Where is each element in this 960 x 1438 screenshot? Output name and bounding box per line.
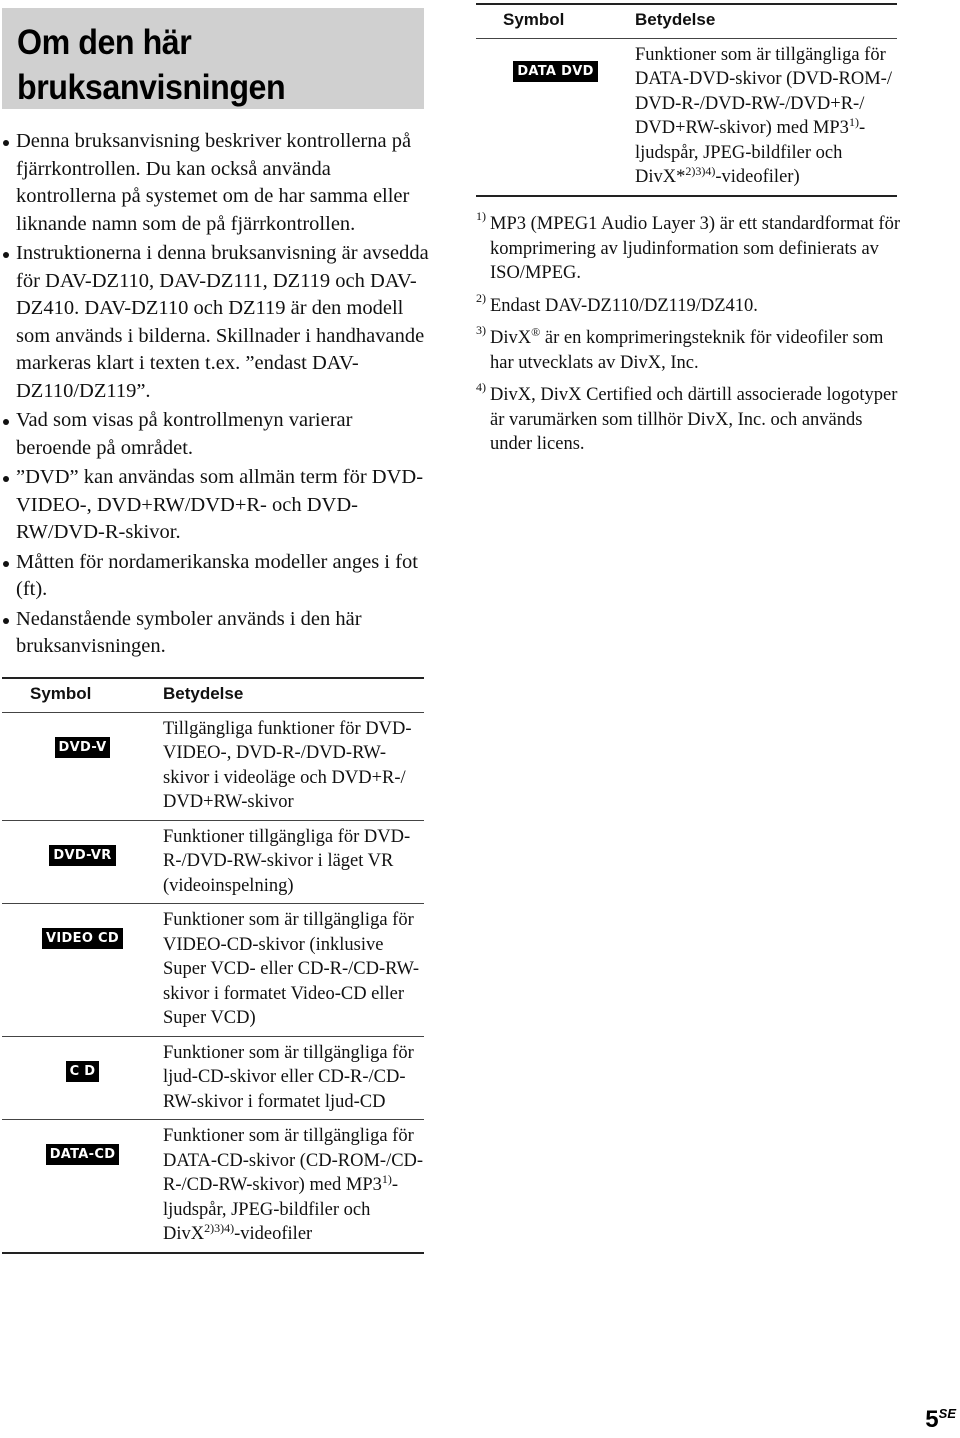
symbol-table-continued — [476, 3, 897, 197]
bullet-item: Vad som visas på kontrollmenyn varierar beroende på området. — [2, 407, 432, 462]
footnote-text: DivX — [490, 328, 532, 348]
bullet-list — [2, 128, 432, 663]
table-row — [2, 1036, 424, 1120]
meaning-cell — [163, 1120, 424, 1253]
footnote-text: Endast DAV-DZ110/DZ119/DZ410. — [490, 295, 758, 316]
registered-mark: ® — [531, 324, 541, 339]
symbol-cell — [2, 1120, 163, 1253]
table-header-row — [2, 678, 424, 712]
meaning-text: Funktioner som är tillgängliga för DATA-DVD-skivor (DVD-ROM-/ DVD-R-/DVD-RW-/DVD+R-/ DVD+RW-skivor) med MP3 — [635, 44, 892, 138]
page-suffix: SE — [938, 1406, 956, 1421]
header-meaning: Betydelse — [635, 4, 897, 38]
table-row — [2, 1120, 424, 1253]
footnote-ref: 1) — [848, 114, 859, 129]
bullet-item: Denna bruksanvisning beskriver kontrollerna på fjärrkontrollen. Du kan också använda kontrollerna på systemet om de har samma eller liknande namn som de på fjärrkontrollen. — [2, 128, 432, 238]
meaning-text: Funktioner som är tillgängliga för DATA-CD-skivor (CD-ROM-/CD-R-/CD-RW-skivor) med MP3 — [163, 1126, 424, 1195]
symbol-cell — [2, 712, 163, 820]
bullet-item: Måtten för nordamerikanska modeller anges i fot (ft). — [2, 549, 432, 604]
footnote-text: är en komprimeringsteknik för videofiler som har utvecklats av DivX, Inc. — [490, 328, 884, 373]
video-cd-logo-icon: VIDEO CD — [42, 928, 123, 949]
bullet-item: Instruktionerna i denna bruksanvisning är avsedda för DAV-DZ110, DAV-DZ111, DZ119 och DAV-DZ410. DAV-DZ110 och DZ119 är den modell som används i bilderna. Skillnader i handhavande markeras klart i texten t.ex. ”endast DAV-DZ110/DZ119”. — [2, 240, 432, 405]
header-symbol: Symbol — [2, 678, 163, 712]
footnote-item — [476, 209, 906, 286]
footnote-ref: 1) — [381, 1171, 392, 1186]
meaning-cell: Tillgängliga funktioner för DVD-VIDEO-, DVD-R-/DVD-RW-skivor i videoläge och DVD+R-/ DVD+RW-skivor — [163, 712, 424, 820]
footnote-ref: 2)3)4) — [685, 163, 716, 178]
table-header-row — [476, 4, 897, 38]
footnote-text: MP3 (MPEG1 Audio Layer 3) är ett standardformat för komprimering av ljudinformation som definierats av ISO/MPEG. — [490, 214, 900, 283]
symbol-table — [2, 677, 424, 1254]
table-row — [476, 38, 897, 196]
cd-logo-icon: C D — [66, 1061, 100, 1082]
table-row — [2, 820, 424, 904]
symbol-cell — [2, 904, 163, 1037]
footnote-text: DivX, DivX Certified och därtill associerade logotyper är varumärken som tillhör DivX, Inc. och används under licens. — [490, 385, 898, 454]
symbol-cell — [2, 1036, 163, 1120]
meaning-text: -videofiler) — [715, 167, 800, 187]
meaning-cell — [635, 38, 897, 196]
symbol-cell — [2, 820, 163, 904]
page-number — [925, 1406, 956, 1434]
table-row — [2, 904, 424, 1037]
meaning-cell: Funktioner som är tillgängliga för VIDEO-CD-skivor (inklusive Super VCD- eller CD-R-/CD-RW-skivor i formatet Video-CD eller Super VCD) — [163, 904, 424, 1037]
page-title: Om den här bruksanvisningen — [17, 23, 286, 107]
data-dvd-logo-icon: DATA DVD — [513, 61, 597, 82]
dvd-vr-logo-icon: DVD-VR — [49, 845, 115, 866]
footnotes — [476, 209, 906, 465]
header-meaning: Betydelse — [163, 678, 424, 712]
page-number-value: 5 — [925, 1406, 939, 1433]
meaning-text: -ljudspår, JPEG-bildfiler och DivX — [163, 1175, 399, 1244]
bullet-item: ”DVD” kan användas som allmän term för DVD-VIDEO-, DVD+RW/DVD+R- och DVD-RW/DVD-R-skivor. — [2, 464, 432, 547]
footnote-mark: 3) — [476, 323, 486, 337]
footnote-ref: 2)3)4) — [204, 1220, 235, 1235]
meaning-cell: Funktioner tillgängliga för DVD-R-/DVD-RW-skivor i läget VR (videoinspelning) — [163, 820, 424, 904]
meaning-text: -videofiler — [234, 1224, 313, 1244]
symbol-cell — [476, 38, 635, 196]
bullet-item: Nedanstående symboler används i den här bruksanvisningen. — [2, 606, 432, 661]
meaning-cell: Funktioner som är tillgängliga för ljud-CD-skivor eller CD-R-/CD-RW-skivor i formatet ljud-CD — [163, 1036, 424, 1120]
header-symbol: Symbol — [476, 4, 635, 38]
footnote-mark: 2) — [476, 290, 486, 305]
footnote-item — [476, 380, 906, 457]
footnote-item — [476, 290, 906, 319]
footnote-item — [476, 323, 906, 375]
dvd-v-logo-icon: DVD-V — [55, 737, 111, 758]
footnote-mark: 4) — [476, 380, 486, 394]
footnote-mark: 1) — [476, 209, 486, 223]
data-cd-logo-icon: DATA-CD — [46, 1144, 120, 1165]
table-row — [2, 712, 424, 820]
section-title-box — [2, 8, 424, 109]
meaning-text: -ljudspår, JPEG-bildfiler och DivX* — [635, 118, 866, 187]
